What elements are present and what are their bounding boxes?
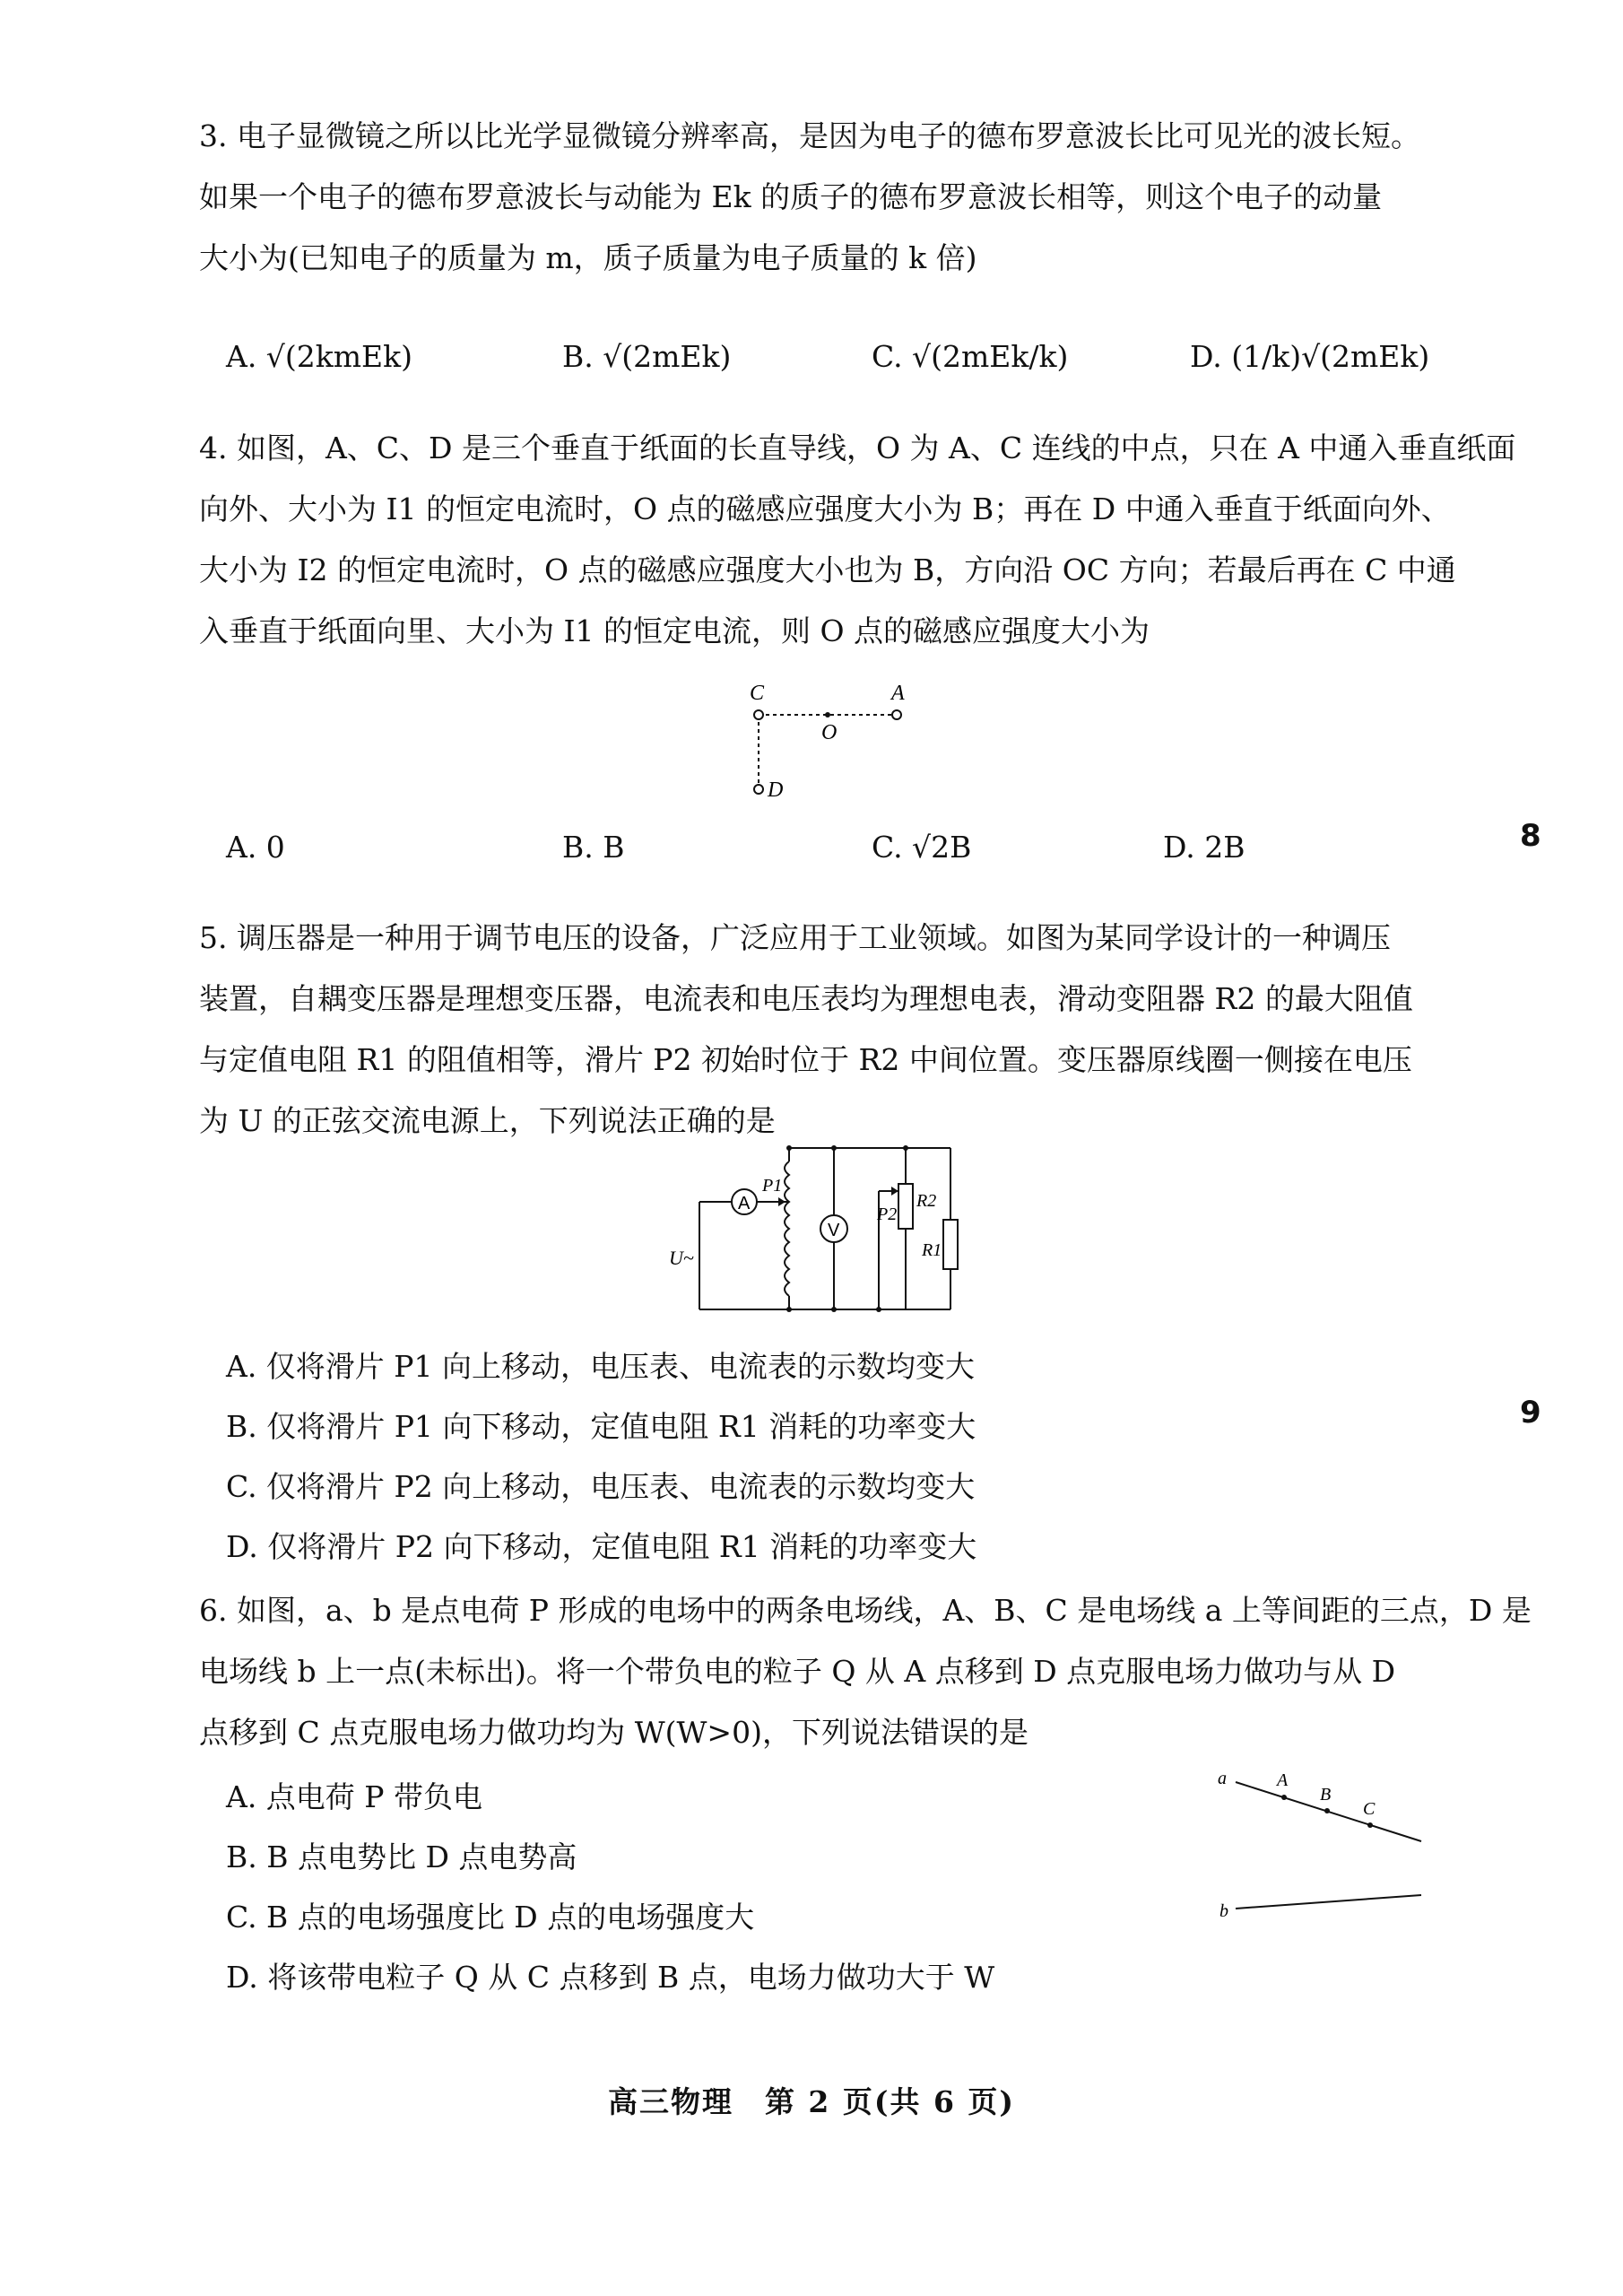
margin-number-8: 8 bbox=[1520, 818, 1541, 854]
p2-label: P2 bbox=[877, 1205, 898, 1224]
question-5 bbox=[199, 908, 1472, 1152]
voltmeter-label: V bbox=[828, 1221, 840, 1240]
margin-number-9: 9 bbox=[1520, 1395, 1541, 1431]
label-point-b: B bbox=[1320, 1785, 1332, 1805]
q5-option-d: D. 仅将滑片 P2 向下移动，定值电阻 R1 消耗的功率变大 bbox=[226, 1529, 977, 1564]
q5-line-1: 5. 调压器是一种用于调节电压的设备，广泛应用于工业领域。如图为某同学设计的一种调压 bbox=[199, 920, 1391, 955]
q6-option-d: D. 将该带电粒子 Q 从 C 点移到 B 点，电场力做功大于 W bbox=[226, 1960, 995, 1995]
point-o-dot bbox=[825, 712, 830, 718]
q4-line-4: 入垂直于纸面向里、大小为 I1 的恒定电流，则 O 点的磁感应强度大小为 bbox=[199, 613, 1150, 648]
r2-label: R2 bbox=[916, 1191, 937, 1211]
label-o: O bbox=[821, 721, 838, 744]
q3-option-d: D. (1/k)√(2mEk) bbox=[1190, 339, 1430, 374]
q3-options bbox=[226, 339, 1472, 402]
q5-line-2: 装置，自耦变压器是理想变压器，电流表和电压表均为理想电表，滑动变阻器 R2 的最大阻值 bbox=[199, 981, 1413, 1016]
q5-option-c: C. 仅将滑片 P2 向上移动，电压表、电流表的示数均变大 bbox=[226, 1469, 976, 1504]
wire-a-dot bbox=[892, 710, 901, 719]
question-3 bbox=[199, 106, 1472, 289]
q6-option-b: B. B 点电势比 D 点电势高 bbox=[226, 1839, 577, 1874]
q5-option-a: A. 仅将滑片 P1 向上移动，电压表、电流表的示数均变大 bbox=[226, 1349, 975, 1384]
q4-line-2: 向外、大小为 I1 的恒定电流时，O 点的磁感应强度大小为 B；再在 D 中通入垂直于纸面向外、 bbox=[199, 491, 1451, 526]
q5-option-b: B. 仅将滑片 P1 向下移动，定值电阻 R1 消耗的功率变大 bbox=[226, 1409, 976, 1444]
q3-line-1: 3. 电子显微镜之所以比光学显微镜分辨率高，是因为电子的德布罗意波长比可见光的波长短。 bbox=[199, 118, 1420, 153]
label-line-b: b bbox=[1219, 1901, 1228, 1919]
point-c-dot bbox=[1367, 1822, 1373, 1828]
q4-option-c: C. √2B bbox=[872, 830, 972, 865]
q3-option-b: B. √(2mEk) bbox=[562, 339, 732, 374]
wire-d-dot bbox=[754, 785, 763, 794]
page-footer: 高三物理 第 2 页(共 6 页) bbox=[607, 2084, 1016, 2119]
p1-label: P1 bbox=[762, 1176, 783, 1196]
q3-line-3: 大小为(已知电子的质量为 m，质子质量为电子质量的 k 倍) bbox=[199, 240, 977, 275]
source-label: U~ bbox=[669, 1247, 694, 1269]
q6-line-1: 6. 如图，a、b 是点电荷 P 形成的电场中的两条电场线，A、B、C 是电场线 a 上等间距的三点，D 是 bbox=[199, 1593, 1532, 1628]
q3-line-2: 如果一个电子的德布罗意波长与动能为 Ek 的质子的德布罗意波长相等，则这个电子的动量 bbox=[199, 179, 1383, 214]
q4-option-d: D. 2B bbox=[1163, 830, 1245, 865]
q6-line-2: 电场线 b 上一点(未标出)。将一个带负电的粒子 Q 从 A 点移到 D 点克服电场力做功与从 D bbox=[199, 1654, 1396, 1689]
q6-option-a: A. 点电荷 P 带负电 bbox=[226, 1779, 482, 1814]
q4-line-1: 4. 如图，A、C、D 是三个垂直于纸面的长直导线，O 为 A、C 连线的中点，只在 A 中通入垂直纸面 bbox=[199, 430, 1516, 465]
q6-option-c: C. B 点的电场强度比 D 点的电场强度大 bbox=[226, 1900, 755, 1935]
q3-option-a: A. √(2kmEk) bbox=[226, 339, 412, 374]
q5-circuit-figure bbox=[664, 1139, 986, 1318]
field-line-b bbox=[1236, 1895, 1421, 1909]
point-b-dot bbox=[1324, 1808, 1330, 1813]
q6-field-lines-figure bbox=[1211, 1762, 1435, 1919]
q5-line-3: 与定值电阻 R1 的阻值相等，滑片 P2 初始时位于 R2 中间位置。变压器原线圈一侧接在电压 bbox=[199, 1042, 1412, 1077]
wire-c-dot bbox=[754, 710, 763, 719]
q4-line-3: 大小为 I2 的恒定电流时，O 点的磁感应强度大小也为 B，方向沿 OC 方向；若最后再在 C 中通 bbox=[199, 552, 1456, 587]
question-4 bbox=[199, 418, 1516, 662]
label-c: C bbox=[750, 682, 765, 705]
q3-option-c: C. √(2mEk/k) bbox=[872, 339, 1069, 374]
q4-wire-figure bbox=[735, 673, 915, 807]
label-d: D bbox=[768, 778, 784, 802]
q4-options bbox=[226, 830, 1472, 892]
label-point-c: C bbox=[1363, 1799, 1376, 1819]
label-line-a: a bbox=[1218, 1769, 1227, 1788]
ammeter-label: A bbox=[738, 1194, 751, 1213]
label-point-a: A bbox=[1277, 1770, 1289, 1790]
label-a: A bbox=[891, 682, 905, 705]
q4-option-a: A. 0 bbox=[226, 830, 285, 865]
point-a-dot bbox=[1281, 1795, 1287, 1800]
r1-label: R1 bbox=[922, 1240, 942, 1260]
q6-line-3: 点移到 C 点克服电场力做功均为 W(W>0)，下列说法错误的是 bbox=[199, 1715, 1028, 1750]
q5-line-4: 为 U 的正弦交流电源上，下列说法正确的是 bbox=[199, 1103, 776, 1138]
q4-option-b: B. B bbox=[562, 830, 625, 865]
question-6 bbox=[199, 1580, 1532, 1763]
